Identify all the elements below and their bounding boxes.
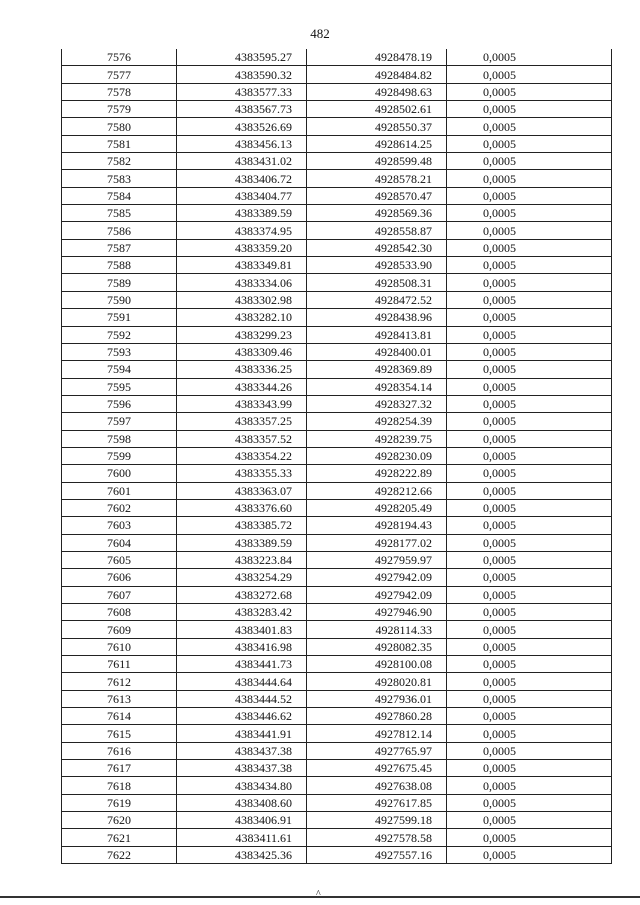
point-number-cell: 7578 xyxy=(62,83,177,100)
table-row xyxy=(62,638,612,655)
y-coordinate-cell: 4927942.09 xyxy=(307,586,447,603)
table-row xyxy=(62,604,612,621)
table-row xyxy=(62,482,612,499)
accuracy-cell: 0,0005 xyxy=(447,846,612,863)
point-number-cell: 7599 xyxy=(62,447,177,464)
point-number-cell: 7607 xyxy=(62,586,177,603)
accuracy-cell: 0,0005 xyxy=(447,656,612,673)
y-coordinate-cell: 4928239.75 xyxy=(307,430,447,447)
table-row xyxy=(62,83,612,100)
x-coordinate-cell: 4383389.59 xyxy=(177,205,307,222)
point-number-cell: 7603 xyxy=(62,517,177,534)
point-number-cell: 7612 xyxy=(62,673,177,690)
point-number-cell: 7597 xyxy=(62,413,177,430)
table-row xyxy=(62,222,612,239)
point-number-cell: 7622 xyxy=(62,846,177,863)
y-coordinate-cell: 4928614.25 xyxy=(307,135,447,152)
x-coordinate-cell: 4383254.29 xyxy=(177,569,307,586)
table-row xyxy=(62,49,612,66)
x-coordinate-cell: 4383363.07 xyxy=(177,482,307,499)
table-row xyxy=(62,586,612,603)
x-coordinate-cell: 4383309.46 xyxy=(177,343,307,360)
y-coordinate-cell: 4928484.82 xyxy=(307,66,447,83)
x-coordinate-cell: 4383334.06 xyxy=(177,274,307,291)
accuracy-cell: 0,0005 xyxy=(447,326,612,343)
accuracy-cell: 0,0005 xyxy=(447,551,612,568)
x-coordinate-cell: 4383302.98 xyxy=(177,291,307,308)
table-row xyxy=(62,708,612,725)
point-number-cell: 7584 xyxy=(62,187,177,204)
point-number-cell: 7595 xyxy=(62,378,177,395)
accuracy-cell: 0,0005 xyxy=(447,586,612,603)
accuracy-cell: 0,0005 xyxy=(447,517,612,534)
table-row xyxy=(62,135,612,152)
y-coordinate-cell: 4927578.58 xyxy=(307,829,447,846)
x-coordinate-cell: 4383401.83 xyxy=(177,621,307,638)
table-row xyxy=(62,621,612,638)
table-row xyxy=(62,690,612,707)
y-coordinate-cell: 4927860.28 xyxy=(307,708,447,725)
table-row xyxy=(62,534,612,551)
accuracy-cell: 0,0005 xyxy=(447,742,612,759)
point-number-cell: 7620 xyxy=(62,812,177,829)
table-row xyxy=(62,725,612,742)
x-coordinate-cell: 4383355.33 xyxy=(177,465,307,482)
x-coordinate-cell: 4383444.64 xyxy=(177,673,307,690)
y-coordinate-cell: 4927936.01 xyxy=(307,690,447,707)
accuracy-cell: 0,0005 xyxy=(447,604,612,621)
accuracy-cell: 0,0005 xyxy=(447,239,612,256)
point-number-cell: 7609 xyxy=(62,621,177,638)
table-row xyxy=(62,66,612,83)
y-coordinate-cell: 4927946.90 xyxy=(307,604,447,621)
accuracy-cell: 0,0005 xyxy=(447,343,612,360)
y-coordinate-cell: 4927942.09 xyxy=(307,569,447,586)
x-coordinate-cell: 4383223.84 xyxy=(177,551,307,568)
point-number-cell: 7614 xyxy=(62,708,177,725)
table-row xyxy=(62,777,612,794)
table-row xyxy=(62,395,612,412)
table-row xyxy=(62,343,612,360)
y-coordinate-cell: 4928438.96 xyxy=(307,309,447,326)
table-row xyxy=(62,760,612,777)
accuracy-cell: 0,0005 xyxy=(447,222,612,239)
y-coordinate-cell: 4927959.97 xyxy=(307,551,447,568)
accuracy-cell: 0,0005 xyxy=(447,361,612,378)
y-coordinate-cell: 4928542.30 xyxy=(307,239,447,256)
accuracy-cell: 0,0005 xyxy=(447,499,612,516)
x-coordinate-cell: 4383437.38 xyxy=(177,760,307,777)
point-number-cell: 7588 xyxy=(62,257,177,274)
accuracy-cell: 0,0005 xyxy=(447,447,612,464)
table-row xyxy=(62,430,612,447)
point-number-cell: 7577 xyxy=(62,66,177,83)
x-coordinate-cell: 4383404.77 xyxy=(177,187,307,204)
y-coordinate-cell: 4928413.81 xyxy=(307,326,447,343)
x-coordinate-cell: 4383374.95 xyxy=(177,222,307,239)
x-coordinate-cell: 4383456.13 xyxy=(177,135,307,152)
coordinates-table xyxy=(61,49,612,864)
x-coordinate-cell: 4383437.38 xyxy=(177,742,307,759)
y-coordinate-cell: 4927812.14 xyxy=(307,725,447,742)
table-row xyxy=(62,413,612,430)
accuracy-cell: 0,0005 xyxy=(447,135,612,152)
y-coordinate-cell: 4928558.87 xyxy=(307,222,447,239)
point-number-cell: 7618 xyxy=(62,777,177,794)
table-row xyxy=(62,569,612,586)
accuracy-cell: 0,0005 xyxy=(447,170,612,187)
point-number-cell: 7608 xyxy=(62,604,177,621)
point-number-cell: 7601 xyxy=(62,482,177,499)
y-coordinate-cell: 4927617.85 xyxy=(307,794,447,811)
y-coordinate-cell: 4928082.35 xyxy=(307,638,447,655)
point-number-cell: 7582 xyxy=(62,153,177,170)
accuracy-cell: 0,0005 xyxy=(447,465,612,482)
x-coordinate-cell: 4383299.23 xyxy=(177,326,307,343)
point-number-cell: 7585 xyxy=(62,205,177,222)
accuracy-cell: 0,0005 xyxy=(447,638,612,655)
table-row xyxy=(62,499,612,516)
accuracy-cell: 0,0005 xyxy=(447,829,612,846)
y-coordinate-cell: 4927765.97 xyxy=(307,742,447,759)
accuracy-cell: 0,0005 xyxy=(447,794,612,811)
accuracy-cell: 0,0005 xyxy=(447,118,612,135)
accuracy-cell: 0,0005 xyxy=(447,673,612,690)
y-coordinate-cell: 4928205.49 xyxy=(307,499,447,516)
point-number-cell: 7606 xyxy=(62,569,177,586)
x-coordinate-cell: 4383441.91 xyxy=(177,725,307,742)
x-coordinate-cell: 4383272.68 xyxy=(177,586,307,603)
table-row xyxy=(62,239,612,256)
coordinates-table-body xyxy=(62,49,612,864)
table-row xyxy=(62,551,612,568)
x-coordinate-cell: 4383577.33 xyxy=(177,83,307,100)
y-coordinate-cell: 4928100.08 xyxy=(307,656,447,673)
point-number-cell: 7611 xyxy=(62,656,177,673)
x-coordinate-cell: 4383446.62 xyxy=(177,708,307,725)
point-number-cell: 7619 xyxy=(62,794,177,811)
y-coordinate-cell: 4928569.36 xyxy=(307,205,447,222)
table-row xyxy=(62,656,612,673)
table-row xyxy=(62,829,612,846)
accuracy-cell: 0,0005 xyxy=(447,395,612,412)
x-coordinate-cell: 4383385.72 xyxy=(177,517,307,534)
point-number-cell: 7610 xyxy=(62,638,177,655)
point-number-cell: 7616 xyxy=(62,742,177,759)
point-number-cell: 7590 xyxy=(62,291,177,308)
x-coordinate-cell: 4383359.20 xyxy=(177,239,307,256)
x-coordinate-cell: 4383406.91 xyxy=(177,812,307,829)
x-coordinate-cell: 4383408.60 xyxy=(177,794,307,811)
table-row xyxy=(62,378,612,395)
point-number-cell: 7589 xyxy=(62,274,177,291)
x-coordinate-cell: 4383282.10 xyxy=(177,309,307,326)
accuracy-cell: 0,0005 xyxy=(447,690,612,707)
accuracy-cell: 0,0005 xyxy=(447,621,612,638)
table-row xyxy=(62,447,612,464)
x-coordinate-cell: 4383354.22 xyxy=(177,447,307,464)
y-coordinate-cell: 4928400.01 xyxy=(307,343,447,360)
x-coordinate-cell: 4383336.25 xyxy=(177,361,307,378)
point-number-cell: 7587 xyxy=(62,239,177,256)
point-number-cell: 7621 xyxy=(62,829,177,846)
y-coordinate-cell: 4928177.02 xyxy=(307,534,447,551)
point-number-cell: 7600 xyxy=(62,465,177,482)
table-row xyxy=(62,274,612,291)
x-coordinate-cell: 4383567.73 xyxy=(177,101,307,118)
point-number-cell: 7592 xyxy=(62,326,177,343)
x-coordinate-cell: 4383441.73 xyxy=(177,656,307,673)
point-number-cell: 7593 xyxy=(62,343,177,360)
point-number-cell: 7580 xyxy=(62,118,177,135)
point-number-cell: 7617 xyxy=(62,760,177,777)
accuracy-cell: 0,0005 xyxy=(447,725,612,742)
x-coordinate-cell: 4383416.98 xyxy=(177,638,307,655)
point-number-cell: 7594 xyxy=(62,361,177,378)
accuracy-cell: 0,0005 xyxy=(447,257,612,274)
page-number: 482 xyxy=(310,26,330,41)
x-coordinate-cell: 4383431.02 xyxy=(177,153,307,170)
y-coordinate-cell: 4928354.14 xyxy=(307,378,447,395)
point-number-cell: 7605 xyxy=(62,551,177,568)
y-coordinate-cell: 4928550.37 xyxy=(307,118,447,135)
point-number-cell: 7596 xyxy=(62,395,177,412)
accuracy-cell: 0,0005 xyxy=(447,430,612,447)
y-coordinate-cell: 4928570.47 xyxy=(307,187,447,204)
x-coordinate-cell: 4383349.81 xyxy=(177,257,307,274)
x-coordinate-cell: 4383344.26 xyxy=(177,378,307,395)
table-row xyxy=(62,118,612,135)
accuracy-cell: 0,0005 xyxy=(447,274,612,291)
y-coordinate-cell: 4928327.32 xyxy=(307,395,447,412)
table-row xyxy=(62,326,612,343)
x-coordinate-cell: 4383590.32 xyxy=(177,66,307,83)
x-coordinate-cell: 4383357.25 xyxy=(177,413,307,430)
y-coordinate-cell: 4927557.16 xyxy=(307,846,447,863)
table-row xyxy=(62,170,612,187)
x-coordinate-cell: 4383406.72 xyxy=(177,170,307,187)
table-row xyxy=(62,465,612,482)
y-coordinate-cell: 4928599.48 xyxy=(307,153,447,170)
y-coordinate-cell: 4927675.45 xyxy=(307,760,447,777)
y-coordinate-cell: 4928230.09 xyxy=(307,447,447,464)
accuracy-cell: 0,0005 xyxy=(447,66,612,83)
x-coordinate-cell: 4383357.52 xyxy=(177,430,307,447)
x-coordinate-cell: 4383595.27 xyxy=(177,49,307,66)
accuracy-cell: 0,0005 xyxy=(447,291,612,308)
accuracy-cell: 0,0005 xyxy=(447,812,612,829)
x-coordinate-cell: 4383343.99 xyxy=(177,395,307,412)
x-coordinate-cell: 4383411.61 xyxy=(177,829,307,846)
point-number-cell: 7613 xyxy=(62,690,177,707)
accuracy-cell: 0,0005 xyxy=(447,101,612,118)
accuracy-cell: 0,0005 xyxy=(447,569,612,586)
y-coordinate-cell: 4928498.63 xyxy=(307,83,447,100)
point-number-cell: 7598 xyxy=(62,430,177,447)
y-coordinate-cell: 4928369.89 xyxy=(307,361,447,378)
y-coordinate-cell: 4927638.08 xyxy=(307,777,447,794)
accuracy-cell: 0,0005 xyxy=(447,413,612,430)
accuracy-cell: 0,0005 xyxy=(447,378,612,395)
point-number-cell: 7586 xyxy=(62,222,177,239)
point-number-cell: 7602 xyxy=(62,499,177,516)
y-coordinate-cell: 4928578.21 xyxy=(307,170,447,187)
accuracy-cell: 0,0005 xyxy=(447,205,612,222)
point-number-cell: 7583 xyxy=(62,170,177,187)
point-number-cell: 7576 xyxy=(62,49,177,66)
table-row xyxy=(62,794,612,811)
table-row xyxy=(62,205,612,222)
accuracy-cell: 0,0005 xyxy=(447,153,612,170)
accuracy-cell: 0,0005 xyxy=(447,534,612,551)
table-row xyxy=(62,846,612,863)
table-row xyxy=(62,812,612,829)
y-coordinate-cell: 4927599.18 xyxy=(307,812,447,829)
table-row xyxy=(62,361,612,378)
footer-mark: ^ xyxy=(316,889,321,900)
accuracy-cell: 0,0005 xyxy=(447,760,612,777)
y-coordinate-cell: 4928533.90 xyxy=(307,257,447,274)
accuracy-cell: 0,0005 xyxy=(447,83,612,100)
y-coordinate-cell: 4928472.52 xyxy=(307,291,447,308)
table-row xyxy=(62,257,612,274)
x-coordinate-cell: 4383444.52 xyxy=(177,690,307,707)
accuracy-cell: 0,0005 xyxy=(447,777,612,794)
table-row xyxy=(62,517,612,534)
y-coordinate-cell: 4928222.89 xyxy=(307,465,447,482)
accuracy-cell: 0,0005 xyxy=(447,708,612,725)
y-coordinate-cell: 4928212.66 xyxy=(307,482,447,499)
table-row xyxy=(62,309,612,326)
table-row xyxy=(62,291,612,308)
y-coordinate-cell: 4928020.81 xyxy=(307,673,447,690)
x-coordinate-cell: 4383376.60 xyxy=(177,499,307,516)
accuracy-cell: 0,0005 xyxy=(447,482,612,499)
point-number-cell: 7579 xyxy=(62,101,177,118)
y-coordinate-cell: 4928254.39 xyxy=(307,413,447,430)
y-coordinate-cell: 4928502.61 xyxy=(307,101,447,118)
table-row xyxy=(62,673,612,690)
table-row xyxy=(62,101,612,118)
x-coordinate-cell: 4383526.69 xyxy=(177,118,307,135)
table-row xyxy=(62,187,612,204)
accuracy-cell: 0,0005 xyxy=(447,309,612,326)
x-coordinate-cell: 4383283.42 xyxy=(177,604,307,621)
x-coordinate-cell: 4383425.36 xyxy=(177,846,307,863)
accuracy-cell: 0,0005 xyxy=(447,187,612,204)
point-number-cell: 7615 xyxy=(62,725,177,742)
point-number-cell: 7581 xyxy=(62,135,177,152)
point-number-cell: 7604 xyxy=(62,534,177,551)
table-row xyxy=(62,153,612,170)
x-coordinate-cell: 4383389.59 xyxy=(177,534,307,551)
y-coordinate-cell: 4928114.33 xyxy=(307,621,447,638)
point-number-cell: 7591 xyxy=(62,309,177,326)
y-coordinate-cell: 4928194.43 xyxy=(307,517,447,534)
accuracy-cell: 0,0005 xyxy=(447,49,612,66)
y-coordinate-cell: 4928508.31 xyxy=(307,274,447,291)
x-coordinate-cell: 4383434.80 xyxy=(177,777,307,794)
table-row xyxy=(62,742,612,759)
y-coordinate-cell: 4928478.19 xyxy=(307,49,447,66)
